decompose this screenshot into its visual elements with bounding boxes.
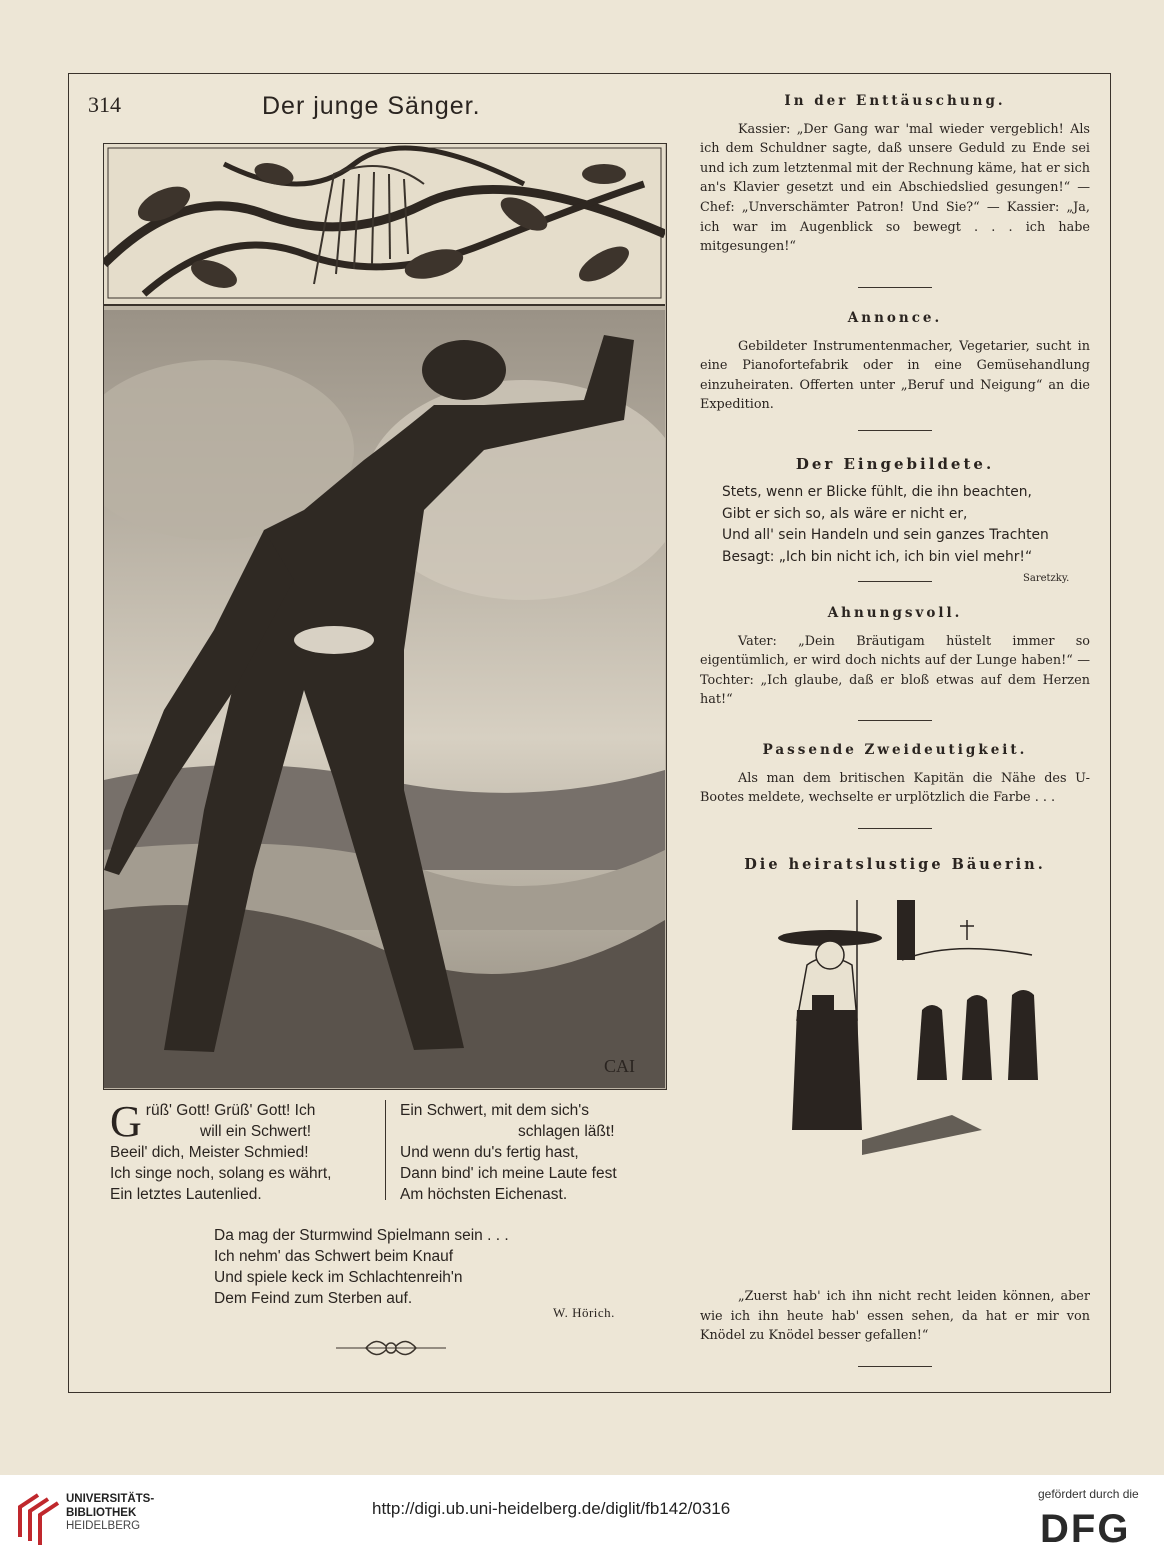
permalink-url[interactable]: http://digi.ub.uni-heidelberg.de/diglit/fb142/0316 xyxy=(372,1499,731,1518)
article-title: Der junge Sänger. xyxy=(262,92,481,120)
poem-line: will ein Schwert! xyxy=(200,1123,312,1140)
section-eingebildete xyxy=(700,455,1090,475)
poem-stanza-left xyxy=(110,1097,380,1205)
vignette-ornament xyxy=(336,1336,446,1360)
section-text: Kassier: „Der Gang war 'mal wieder vergeblich! Als ich dem Schuldner sagte, daß unsere Geduld zu Ende sei und ich zum letztenmal mit der Rechnung käme, hat er sich an's Klavier gesetzt und ein Abschiedslied gesungen!“ — Chef: „Unverschämter Patron! Und Sie?“ — Kassier: „Ja, ich war im Augenblick so bewegt . . . ich habe mitgesungen!“ xyxy=(700,121,1090,255)
poem-author: W. Hörich. xyxy=(553,1305,615,1320)
section-heading: Die heiratslustige Bäuerin. xyxy=(744,856,1046,873)
poem-line: Dem Feind zum Sterben auf. xyxy=(214,1290,413,1307)
section-heading: Ahnungsvoll. xyxy=(827,605,963,621)
library-line: BIBLIOTHEK xyxy=(66,1506,137,1519)
cartoon-caption: „Zuerst hab' ich ihn nicht recht leiden können, aber wie ich ihn heute hab' essen sehen, da hat er mir von Knödel zu Knödel besser gefallen!“ xyxy=(700,1289,1090,1344)
poem-line: Ein Schwert, mit dem sich's xyxy=(400,1102,590,1119)
section-text: Gebildeter Instrumentenmacher, Vegetarier, sucht in eine Pianofortefabrik oder in eine Gemüsehandlung einzuheiraten. Offerten unter „Beruf und Neigung“ an die Expedition. xyxy=(700,338,1090,413)
section-baeuerin xyxy=(700,855,1090,875)
poem-column-divider xyxy=(385,1100,386,1200)
poem-line: Ich nehm' das Schwert beim Knauf xyxy=(214,1248,454,1265)
oak-harp-ornament xyxy=(104,144,665,306)
poem-line: schlagen läßt! xyxy=(518,1123,615,1140)
library-name xyxy=(66,1493,154,1534)
baeuerin-caption-block xyxy=(700,1287,1090,1346)
funded-by-label: gefördert durch die xyxy=(1038,1487,1139,1501)
poem-line: Und spiele keck im Schlachtenreih'n xyxy=(214,1269,463,1286)
section-separator xyxy=(858,581,932,582)
section-heading: Der Eingebildete. xyxy=(795,455,995,473)
poem-line: Ein letztes Lautenlied. xyxy=(110,1186,262,1203)
verse-line: Gibt er sich so, als wäre er nicht er, xyxy=(722,505,968,522)
drop-cap: G xyxy=(110,1097,142,1146)
page-number: 314 xyxy=(88,92,121,117)
dfg-logo: DFG xyxy=(1040,1507,1131,1551)
poem-line: Ich singe noch, solang es währt, xyxy=(110,1165,332,1182)
poem-line: Beeil' dich, Meister Schmied! xyxy=(110,1144,309,1161)
poem-stanza-right xyxy=(400,1100,670,1205)
young-singer-scene xyxy=(104,310,665,1088)
singer-illustration xyxy=(103,143,667,1090)
verse-line: Stets, wenn er Blicke fühlt, die ihn beachten, xyxy=(722,484,1032,500)
section-heading: Annonce. xyxy=(847,310,943,326)
section-text: Als man dem britischen Kapitän die Nähe des U-Bootes meldete, wechselte er urplötzlich die Farbe . . . xyxy=(700,770,1090,806)
section-ahnungsvoll xyxy=(700,604,1090,710)
poem-closing-stanza xyxy=(214,1225,594,1309)
poem-line: Am höchsten Eichenast. xyxy=(400,1186,568,1203)
verse-author: Saretzky. xyxy=(1023,573,1070,584)
verse-line: Besagt: „Ich bin nicht ich, ich bin viel mehr!“ xyxy=(722,548,1033,565)
eingebildete-verse xyxy=(722,482,1049,568)
section-separator xyxy=(858,1366,932,1367)
artist-signature: CAI xyxy=(604,1056,635,1076)
section-heading: In der Enttäuschung. xyxy=(784,93,1006,109)
section-enttaeuschung xyxy=(700,92,1090,257)
section-text: Vater: „Dein Bräutigam hüstelt immer so eigentümlich, er wird doch nichts auf der Lunge haben!“ — Tochter: „Ich glaube, daß er bloß etwas auf dem Herzen hat!“ xyxy=(700,633,1090,708)
library-line: HEIDELBERG xyxy=(66,1520,141,1532)
peasant-woman-cartoon xyxy=(752,880,1102,1160)
library-line: UNIVERSITÄTS- xyxy=(66,1493,155,1505)
verse-line: Und all' sein Handeln und sein ganzes Trachten xyxy=(722,527,1049,543)
section-annonce xyxy=(700,309,1090,415)
section-separator xyxy=(858,828,932,829)
poem-line: rüß' Gott! Grüß' Gott! Ich xyxy=(145,1102,316,1119)
poem-line: Da mag der Sturmwind Spielmann sein . . . xyxy=(214,1227,509,1244)
poem-line: Und wenn du's fertig hast, xyxy=(400,1144,579,1161)
section-separator xyxy=(858,720,932,721)
section-separator xyxy=(858,287,932,288)
section-heading: Passende Zweideutigkeit. xyxy=(762,742,1028,758)
poem-line: Dann bind' ich meine Laute fest xyxy=(400,1165,617,1182)
section-zweideutigkeit xyxy=(700,741,1090,808)
section-separator xyxy=(858,430,932,431)
